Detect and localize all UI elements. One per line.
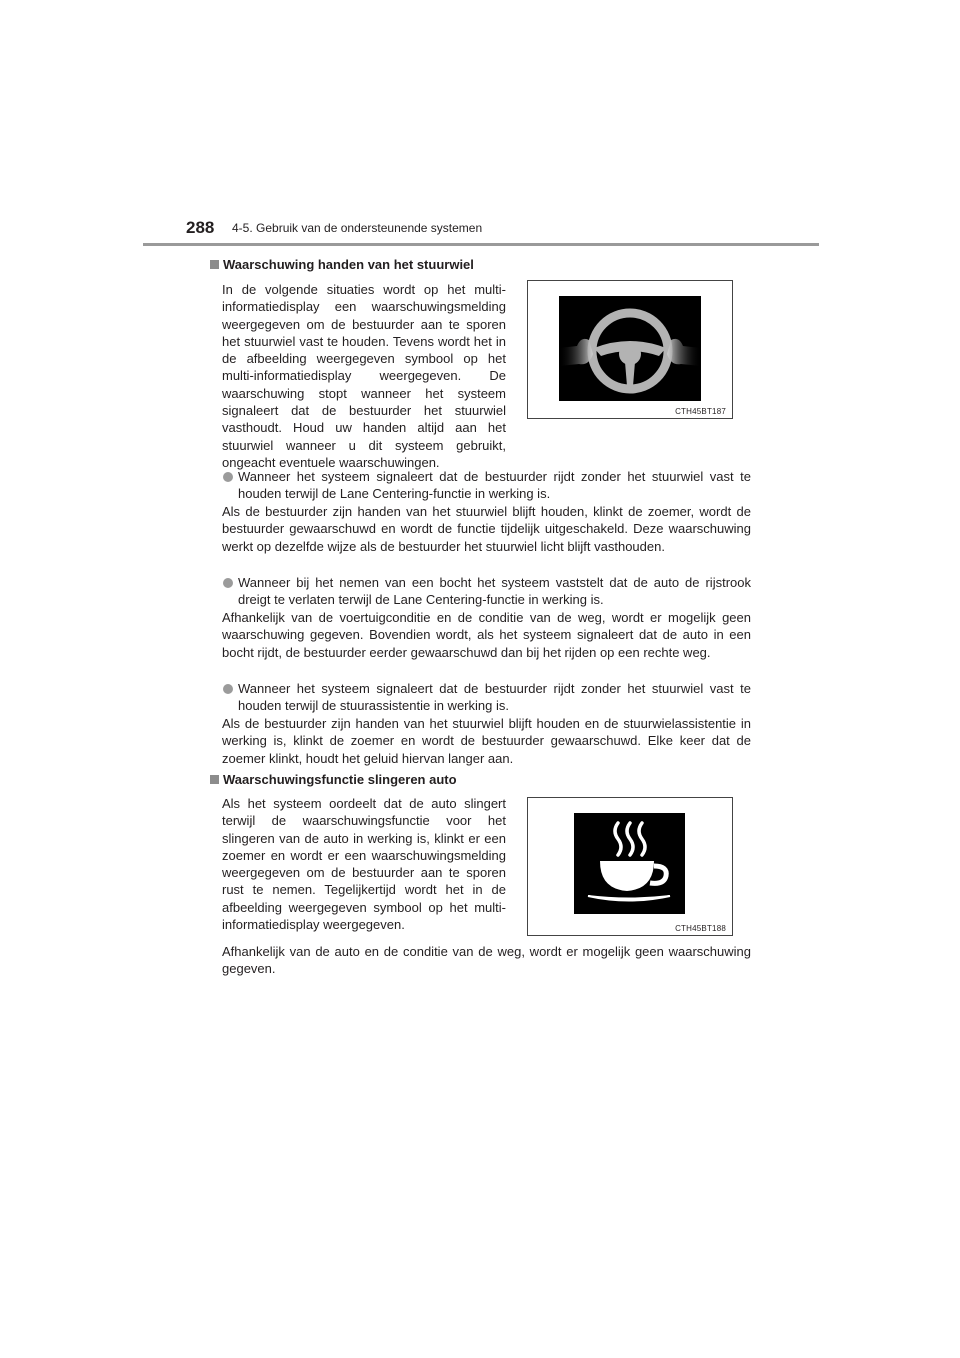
coffee-cup-icon — [574, 813, 685, 914]
warning-figure — [527, 797, 733, 936]
closing-note: Afhankelijk van de auto en de conditie van de weg, wordt er mogelijk geen waarschuwing gegeven. — [222, 944, 751, 977]
section-title: 4-5. Gebruik van de ondersteunende systemen — [232, 221, 483, 235]
bullet-text: Wanneer het systeem signaleert dat de bestuurder rijdt zonder het stuurwiel vast te houden terwijl de Lane Centering-functie in werking is. — [238, 469, 751, 502]
header-divider — [143, 243, 819, 246]
intro-paragraph: Als het systeem oordeelt dat de auto slingert terwijl de waarschuwingsfunctie voor het slingeren van de auto in werking is, klinkt er een zoemer en wordt er een waarschuwingsmelding weergegeven om de bestuurder aan te sporen rust te nemen. Tegelijkertijd wordt het in de afbeelding weergegeven symbool op het multi-informatiedisplay weergegeven. — [222, 796, 506, 933]
heading-text: Waarschuwing handen van het stuurwiel — [223, 257, 474, 272]
bullet-icon — [223, 684, 233, 694]
bullet-text: Wanneer bij het nemen van een bocht het systeem vaststelt dat de auto de rijstrook dreigt te verlaten terwijl de Lane Centering-functie in werking is. — [238, 575, 751, 608]
section-heading — [210, 256, 474, 273]
warning-figure — [527, 280, 733, 419]
bullet-note: Als de bestuurder zijn handen van het stuurwiel blijft houden en de stuurwielassistentie in werking is, klinkt de zoemer en wordt de bestuurder gewaarschuwd. Elke keer dat de zoemer klinkt, houdt het geluid hiervan langer aan. — [222, 716, 751, 766]
bullet-icon — [223, 472, 233, 482]
figure-code: CTH45BT188 — [675, 924, 726, 933]
intro-paragraph: In de volgende situaties wordt op het multi-informatiedisplay een waarschuwingsmelding weergegeven om de bestuurder aan te sporen het stuurwiel vast te houden. Tevens wordt het in de afbeelding weergegeven symbool op het multi-informatiedisplay weergegeven. De waarschuwing stopt wanneer het systeem signaleert dat de bestuurder het stuurwiel vasthoudt. Houd uw handen altijd aan het stuurwiel wanneer u dit systeem gebruikt, ongeacht eventuele waarschuwingen. — [222, 282, 506, 470]
bullet-note: Als de bestuurder zijn handen van het stuurwiel blijft houden, klinkt de zoemer, wordt de bestuurder gewaarschuwd en wordt de functie tijdelijk uitgeschakeld. Deze waarschuwing werkt op dezelfde wijze als de bestuurder het stuurwiel licht blijft vasthouden. — [222, 504, 751, 554]
section-heading — [210, 771, 457, 788]
bullet-text: Wanneer het systeem signaleert dat de bestuurder rijdt zonder het stuurwiel vast te houden terwijl de stuurassistentie in werking is. — [238, 681, 751, 714]
hands-on-steering-wheel-icon — [559, 296, 701, 401]
bullet-note: Afhankelijk van de voertuigconditie en de conditie van de weg, wordt er mogelijk geen waarschuwing gegeven. Bovendien wordt, als het systeem signaleert dat de auto in een bocht rijdt, de bestuurder eerder gewaarschuwd dan bij het rijden op een rechte weg. — [222, 610, 751, 660]
heading-square-icon — [210, 775, 219, 784]
heading-text: Waarschuwingsfunctie slingeren auto — [223, 772, 457, 787]
bullet-icon — [223, 578, 233, 588]
page-number: 288 — [186, 218, 215, 237]
heading-square-icon — [210, 260, 219, 269]
figure-code: CTH45BT187 — [675, 407, 726, 416]
